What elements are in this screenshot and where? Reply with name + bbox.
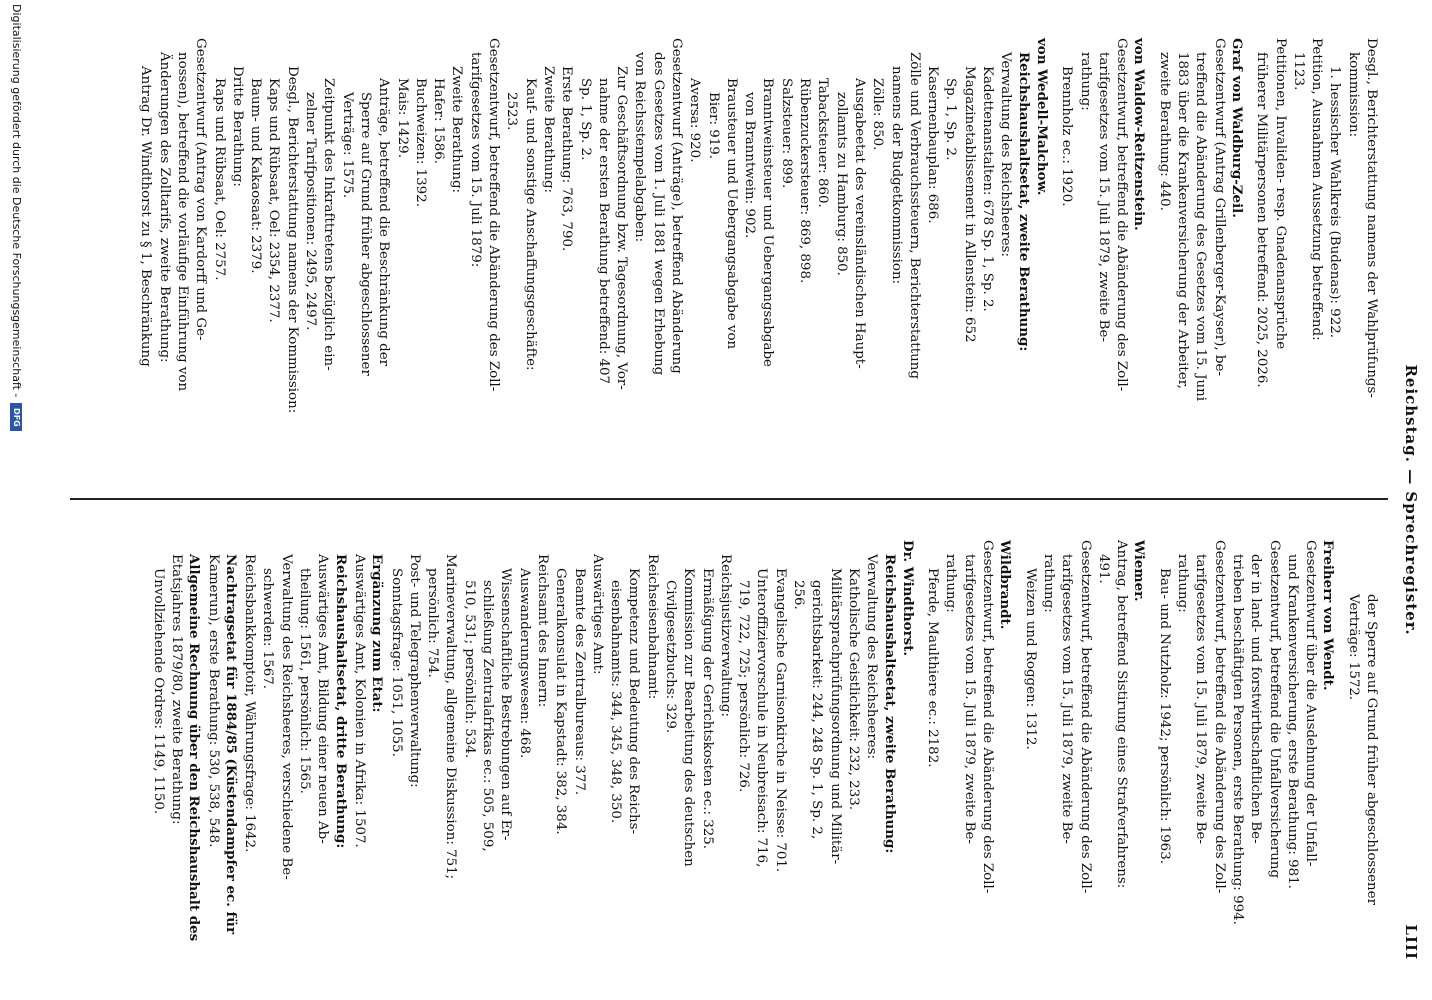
register-entry: zollamts zu Hamburg: 850. [833,92,849,276]
register-entry: Zölle: 850. [870,78,886,151]
register-entry: Buchweizen: 1392. [412,78,428,207]
register-entry: Verwaltung des Reichsheeres: [998,52,1014,258]
register-entry: Desgl., Berichterstattung namens der Wahlprüfungs- [1364,38,1379,398]
register-entry: Auswärtiges Amt: [589,554,605,675]
register-entry: Branntweinsteuer und Uebergangsabgabe [760,78,776,367]
register-entry: Zweite Berathung: [540,66,556,194]
register-entry: Katholische Geistlichkeit: 232, 233. [845,568,861,810]
register-entry: Sp. 1, Sp. 2. [943,78,959,161]
register-entry: tarifgesetzes vom 15. Juli 1879, zweite Be- [1193,554,1209,844]
register-entry: Pferde, Maulthiere ec.: 2182. [925,568,941,768]
register-entry: Ermäßigung der Gerichtskosten ec.: 325. [699,568,715,850]
page-header [1392,40,1420,960]
register-entry: Kommission zur Bearbeitung des deutschen [681,568,697,867]
register-entry: 1. hessischer Wahlkreis (Budenas): 922. [1327,66,1343,338]
register-entry: nossen), betreffend die vorläufige Einführung von [175,52,190,392]
register-entry: Reichseisenbahnamt: [644,554,660,700]
register-entry: Gesetzentwurf (Anträge), betreffend Abänderung [669,38,685,374]
register-entry: des Gesetzes vom 1. Juli 1881 wegen Erhebung [650,52,666,376]
register-entry: trieben beschäftigten Personen, erste Berathung: 994. [1229,554,1245,925]
register-entry: Reichsbankkomptoir, Währungsfrage: 1642. [242,554,258,853]
register-entry: rathung: [943,554,959,613]
register-entry: 2523. [504,92,520,131]
register-entry: Desgl., Berichterstattung namens der Kommission: [284,66,300,414]
register-entry: namens der Budgetkommission: [888,66,904,285]
register-entry: Erste Berathung: 763, 790. [559,66,575,252]
register-entry: Verträge: 1572. [1345,594,1361,701]
register-entry: Raps und Rübsaat, Oel: 2757. [211,78,227,281]
register-entry: Zeitpunkt des Inkrafttretens bezüglich ein- [321,78,337,371]
register-entry: Dritte Berathung: [229,66,245,187]
register-entry: Gesetzentwurf, betreffend die Abänderung des Zoll- [486,38,502,392]
register-entry: Unteroffiziervorschule in Neubreisach: 716, [754,568,770,868]
register-entry: Mais: 1429. [394,78,410,158]
running-title: Reichstag. — Sprechregister. [1402,364,1420,636]
register-entry: kommission: [1345,52,1361,138]
register-entry: Petition, Ausnahmen Aussetzung betreffend: [1309,38,1325,341]
speaker-name: Wildbrandt. [997,540,1014,630]
register-entry: Zweite Berathung: [449,66,465,194]
digitization-footer [10,0,23,1000]
section-heading: Allgemeine Rechnung über den Reichshaushalt des [186,554,203,942]
register-entry: 256. [791,580,807,610]
register-entry: rathung: [1077,52,1093,111]
register-entry: Unvollziehende Ordres: 1149, 1150. [150,568,166,815]
register-entry: und Krankenversicherung, erste Berathung: 981. [1284,554,1300,889]
register-entry: Gesetzentwurf über die Ausdehnung der Unfall- [1303,540,1319,867]
register-entry: Gesetzentwurf (Antrag Grillenberger-Kayser), be- [1211,38,1227,376]
register-entry: Evangelische Garnisonkirche in Neisse: 701. [772,568,788,873]
register-entry: 1123. [1290,52,1306,91]
register-entry: eisenbahnamts: 344, 345, 348, 350. [608,580,624,824]
register-entry: der Sperre auf Grund früher abgeschlossener [1364,594,1379,905]
register-entry: Auswärtiges Amt, Bildung einer neuen Ab- [315,554,331,844]
register-entry: Änderungen des Zolltarifs, zweite Berathung: [156,52,172,363]
register-entry: Civilgesetzbuchs: 329. [663,580,679,734]
register-entry: früherer Militärpersonen betreffend: 2025, 2026. [1254,52,1270,388]
register-entry: von Reichsstempelabgaben: [632,52,648,243]
register-entry: Verwaltung des Reichsheeres: [864,554,880,760]
section-heading: Reichshaushaltsetat, dritte Berathung: [332,554,349,849]
register-entry: Auswärtiges Amt, Kolonien in Afrika: 1507. [351,554,367,848]
register-entry: rathung: [1040,554,1056,613]
register-entry: schließung Zentralafrikas ec.: 505, 509, [480,580,496,852]
register-entry: Kasernenbauplan: 686. [925,66,941,224]
right-column [148,540,1380,980]
register-entry: Zölle und Verbrauchssteuern, Berichterstattung [906,52,922,379]
register-entry: Post- und Telegraphenverwaltung: [406,554,422,788]
register-entry: Sp. 1, Sp. 2. [577,78,593,161]
register-entry: Zur Geschäftsordnung bzw. Tagesordnung, Vor- [614,66,630,390]
register-entry: 491. [1095,554,1111,584]
register-entry: 719, 722, 725; persönlich: 726. [736,580,752,793]
register-entry: theilung: 1561, persönlich: 1565. [297,568,313,794]
register-entry: Kaps und Rübsaat, Oel: 2354, 2377. [266,78,282,323]
register-entry: Sperre auf Grund früher abgeschlossener [357,92,373,376]
register-entry: Ausgabeetat des vereinsländischen Haupt- [851,78,867,369]
speaker-name: Wiemer. [1131,540,1148,602]
register-entry: Hafer: 1586. [431,78,447,165]
register-entry: Antrag Dr. Windthorst zu § 1, Beschränkung [138,66,154,367]
register-entry: Gesetzentwurf, betreffend die Abänderung des Zoll- [1211,540,1227,894]
register-entry: Sonntagsfrage: 1051, 1055. [388,568,404,757]
speaker-name: von Waldow-Reitzenstein. [1131,38,1148,231]
register-entry: rathung: [1175,554,1191,613]
footer-note: Digitalisierung gefördert durch die Deutsche Forschungsgemeinschaft - [10,4,23,398]
register-entry: treffend die Abänderung des Gesetzes vom 15. Juni [1193,52,1209,402]
register-entry: zweite Berathung: 440. [1156,52,1172,211]
speaker-name: Freiherr von Wendt. [1320,540,1337,691]
speaker-name: Graf von Waldburg-Zeil. [1228,38,1245,218]
register-entry: Auswanderungswesen: 468. [516,568,532,759]
section-heading: Reichshaushaltsetat, zweite Berathung: [881,554,898,854]
section-heading: Reichshaushaltsetat, zweite Berathung: [1015,52,1032,352]
register-entry: Salzsteuer: 899. [778,78,794,189]
page-number: LIII [1402,924,1420,960]
register-entry: Verwaltung des Reichsheeres, verschiedene Be- [278,554,294,880]
register-entry: Rübenzuckersteuer: 869, 898. [797,78,813,284]
speaker-name: von Wedell-Malchow. [1033,38,1050,196]
register-entry: 510, 531; persönlich: 534. [461,580,477,759]
register-entry: tarifgesetzes vom 15. Juli 1879, zweite Be- [1095,52,1111,342]
register-entry: persönlich: 754. [425,568,441,678]
register-entry: gerichtsbarkeit: 244, 248 Sp. 1, Sp. 2, [809,580,825,840]
speaker-name: Dr. Windthorst. [899,540,916,657]
register-entry: Militärsprachprüfungsordnung und Militär- [827,568,843,865]
register-entry: Gesetzentwurf, betreffend die Unfallversicherung [1266,540,1282,879]
register-entry: Brennholz ec.: 1920. [1059,66,1075,207]
register-entry: tarifgesetzes vom 15. Juli 1879, zweite Be- [1059,554,1075,844]
register-entry: Reichsjustizverwaltung: [717,554,733,717]
register-entry: Petitionen, Invaliden- resp. Gnadenansprüche [1272,38,1288,350]
section-heading: Nachtragsetat für 1884/85 (Küstendampfer ec. für [222,554,239,935]
register-entry: zelner Tarifpositionen: 2495, 2497. [303,92,319,331]
register-entry: Aversa: 920. [687,78,703,163]
register-entry: Kadettenanstalten: 678 Sp. 1, Sp. 2. [980,66,996,312]
register-entry: Wissenschaftliche Bestrebungen auf Er- [498,568,514,841]
register-entry: Baum- und Kakaosaat: 2379. [248,78,264,274]
register-entry: Gesetzentwurf, betreffend die Abänderung des Zoll- [1114,38,1130,392]
register-entry: Gesetzentwurf (Antrag von Kardorff und Ge- [193,38,209,341]
register-entry: der in land- und forstwirthschaftlichen Be- [1248,554,1264,844]
register-entry: Beamte des Zentralbureaus: 377. [571,568,587,796]
register-entry: Marineverwaltung, allgemeine Diskussion: 751; [443,554,459,880]
register-entry: Bier: 919. [705,92,721,160]
register-entry: Tabacksteuer: 860. [815,78,831,208]
register-entry: 1883 über die Krankenversicherung der Arbeiter, [1175,52,1191,389]
register-entry: Bau- und Nutzholz: 1942; persönlich: 1963. [1156,568,1172,864]
column-divider [70,498,1388,500]
register-entry: Reichsamt des Innern: [534,554,550,708]
register-entry: Gesetzentwurf, betreffend die Abänderung des Zoll- [980,540,996,894]
register-entry: Verträge: 1575. [339,92,355,199]
register-entry: von Branntwein: 902. [742,92,758,239]
register-entry: Kompetenz und Bedeutung des Reichs- [626,568,642,834]
register-entry: Weizen und Roggen: 1312. [1022,568,1038,750]
register-entry: tarifgesetzes vom 15. Juli 1879: [467,52,483,268]
left-column [136,38,1380,478]
section-heading: Ergänzung zum Etat: [369,554,386,713]
dfg-logo: DFG [11,403,23,431]
register-entry: tarifgesetzes vom 15. Juli 1879, zweite Be- [961,554,977,844]
register-entry: Magazinetablissement in Allenstein: 652 [961,66,977,343]
register-entry: Antrag, betreffend Sistirung eines Strafverfahrens: [1114,540,1130,889]
register-entry: Brausteuer und Uebergangsabgabe von [723,78,739,350]
register-entry: Gesetzentwurf, betreffend die Abänderung des Zoll- [1077,540,1093,894]
register-entry: Anträge, betreffend die Beschränkung der [376,78,392,367]
register-entry: Kauf- und sonstige Anschaffungsgeschäfte: [522,78,538,371]
register-entry: Generalkonsulat in Kapstadt: 382, 384. [553,568,569,835]
register-entry: schwerden: 1567. [260,568,276,690]
register-entry: nahme der ersten Berathung betreffend: 407 [595,78,611,385]
register-entry: Kamerun), erste Berathung: 530, 538, 548. [205,554,221,848]
register-entry: Etatsjahres 1879/80, zweite Berathung: [169,554,184,825]
